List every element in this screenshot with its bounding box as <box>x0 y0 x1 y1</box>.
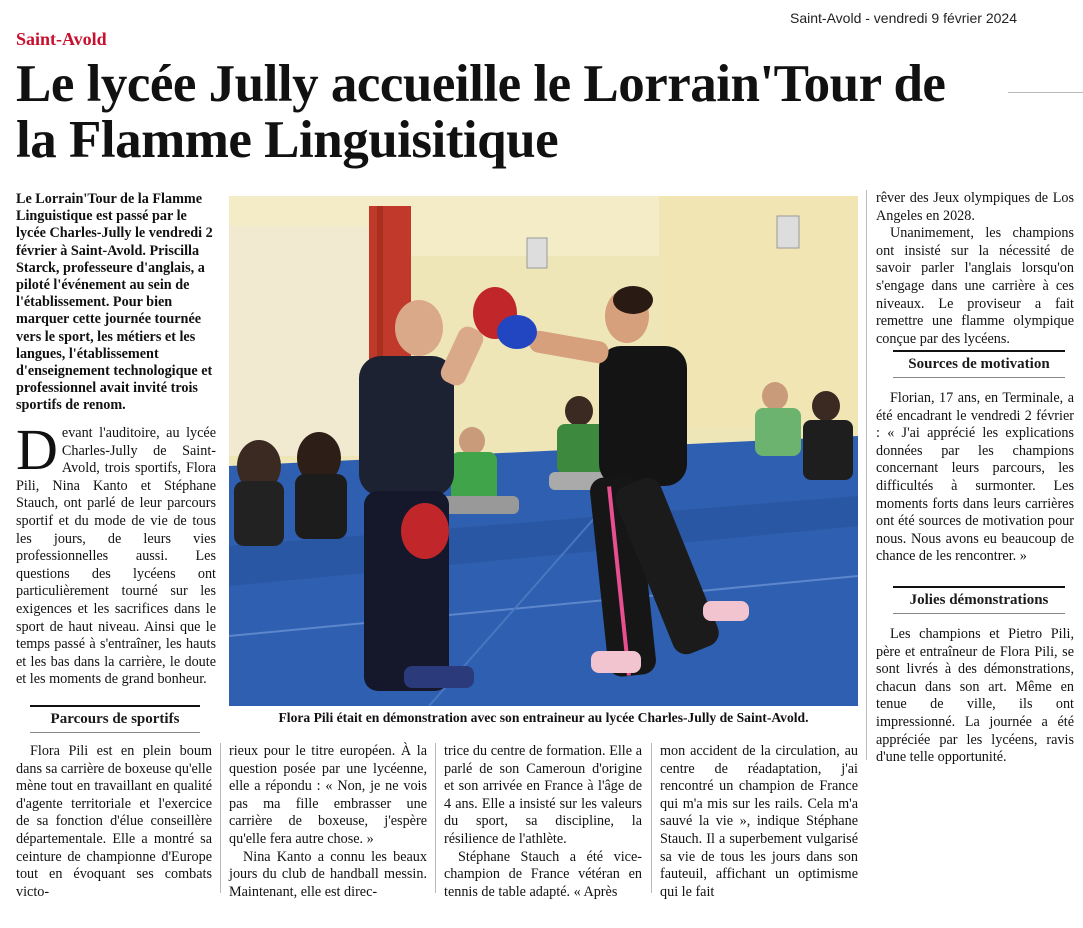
paragraph: Nina Kanto a connu les beaux jours du club de handball messin. Maintenant, elle est direc- <box>229 848 427 900</box>
column-5 <box>876 190 1074 348</box>
column-rule <box>220 743 221 893</box>
column-2 <box>229 743 427 901</box>
subhead-sources: Sources de motivation <box>893 350 1065 378</box>
column-4 <box>660 743 858 901</box>
paragraph: Flora Pili est en plein boum dans sa carrière de boxeuse qu'elle mène tout en travaillant en qualité d'agente territoriale et l'exercice de sa fonction d'élue conseillère départementale. Elle a montré sa ceinture de championne d'Europe tout en évoquant ses combats victo- <box>16 743 212 900</box>
subhead-demonstrations: Jolies démonstrations <box>893 586 1065 614</box>
intro-text: evant l'auditoire, au lycée Charles-Jully de Saint-Avold, trois sportifs, Flora Pili, Nina Kanto et Stéphane Stauch, ont parlé de leur parcours sportif et du mode de vie de tous les jours, de leurs vies professionnelles aussi. Les questions des lycéens ont particulièrement tourné sur les exigences et les sacrifices dans le sport de haut niveau. Ainsi que le temps passé à s'entraîner, les hauts et les bas dans la carrière, le doute et les moments de grand bonheur. <box>16 425 216 688</box>
column-5-part-2 <box>876 390 1074 566</box>
column-3 <box>444 743 642 901</box>
photo-caption: Flora Pili était en démonstration avec son entraineur au lycée Charles-Jully de Saint-Avold. <box>278 710 809 725</box>
headline: Le lycée Jully accueille le Lorrain'Tour de la Flamme Linguisitique <box>16 55 946 169</box>
column-rule <box>435 743 436 893</box>
paragraph: trice du centre de formation. Elle a parlé de son Cameroun d'origine et son arrivée en France à l'âge de 4 ans. Elle a insisté sur les valeurs du sport, sa discipline, la résilience de l'athlète. <box>444 743 642 847</box>
paragraph: Stéphane Stauch a été vice-champion de France vétéran en tennis de table adapté. « Après <box>444 848 642 900</box>
column-rule <box>866 190 867 760</box>
column-rule <box>651 743 652 893</box>
article-photo <box>229 196 858 706</box>
column-1-bottom <box>16 743 212 901</box>
column-1 <box>16 417 216 689</box>
paragraph: Florian, 17 ans, en Terminale, a été encadrant le vendredi 2 février : « J'ai apprécié les explications données par les champions concernant leurs parcours, les difficultés à surmonter. Les moments forts dans leurs carrières ont été sources de motivation pour nous. Nous avons eu beaucoup de chance de les rencontrer. » <box>876 390 1074 565</box>
paragraph: rêver des Jeux olympiques de Los Angeles en 2028. <box>876 190 1074 224</box>
paragraph: Unanimement, les champions ont insisté sur la nécessité de savoir parler l'anglais lorsqu'on s'engage dans une carrière à ces niveaux. Le proviseur a fait remettre une flamme olympique conçue par des lycéens. <box>876 225 1074 347</box>
intro-paragraph <box>16 417 216 689</box>
paragraph: mon accident de la circulation, au centre de réadaptation, j'ai rencontré un champion de France qui m'a mis sur les rails. Cela m'a sauvé la vie », indique Stéphane Stauch. Il a superbement vulgarisé sa vie de tous les jours dans son fauteuil, affichant un optimisme qui le fait <box>660 743 858 900</box>
paragraph: Les champions et Pietro Pili, père et entraîneur de Flora Pili, se sont livrés à des démonstrations, chacun dans son art. Même en tenue de ville, ils ont impressionné. La journée a été appréciée par les lycéens, ravis d'une telle opportunité. <box>876 626 1074 766</box>
paragraph: rieux pour le titre européen. À la question posée par une lycéenne, elle a répondu : « Non, je ne vois pas ma fille embrasser une carrière de boxeuse, j'espère qu'elle fera autre chose. » <box>229 743 427 847</box>
header-rule <box>1008 92 1083 93</box>
subhead-parcours: Parcours de sportifs <box>30 705 200 733</box>
column-5-part-3 <box>876 626 1074 767</box>
section-kicker: Saint-Avold <box>16 29 107 49</box>
lead-paragraph: Le Lorrain'Tour de la Flamme Linguistique est passé par le lycée Charles-Jully le vendredi 2 février à Saint-Avold. Priscilla Starck, professeure d'anglais, a piloté l'événement au sein de l'établissement. Pour bien marquer cette journée tournée vers le sport, les métiers et les langues, l'établissement d'enseignement technologique et professionnel avait invité trois sportifs de renom. <box>16 191 213 414</box>
dateline: Saint-Avold - vendredi 9 février 2024 <box>790 10 1017 26</box>
drop-cap: D <box>16 417 58 482</box>
